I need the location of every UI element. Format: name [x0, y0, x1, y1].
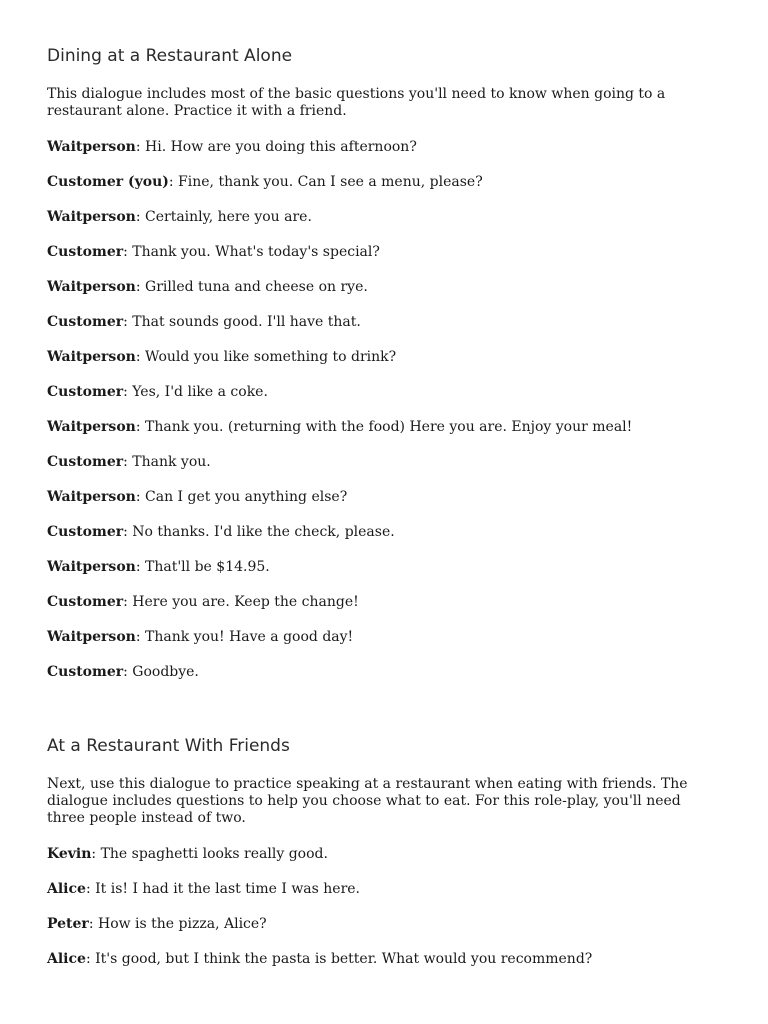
dialogue-line: [47, 209, 632, 244]
dialogue-line: [47, 454, 632, 489]
speaker-name: Waitperson: [47, 559, 136, 575]
dialogue-text: : The spaghetti looks really good.: [91, 846, 328, 862]
speaker-name: Peter: [47, 916, 89, 932]
dialogue-line: [47, 664, 632, 699]
speaker-name: Customer (you): [47, 174, 169, 190]
speaker-name: Waitperson: [47, 139, 136, 155]
dialogue-line: [47, 489, 632, 524]
dialogue-line: [47, 524, 632, 559]
speaker-name: Kevin: [47, 846, 92, 862]
intro-line: Next, use this dialogue to practice speaking at a restaurant when eating with friends. The: [47, 776, 688, 792]
dialogue-line: [47, 139, 632, 174]
dialogue-text: : That sounds good. I'll have that.: [123, 314, 361, 330]
speaker-name: Waitperson: [47, 209, 136, 225]
intro-line: dialogue includes questions to help you choose what to eat. For this role-play, you'll need: [47, 793, 681, 809]
dialogue-text: : It is! I had it the last time I was here.: [85, 881, 361, 897]
dialogue-text: : It's good, but I think the pasta is better. What would you recommend?: [85, 951, 593, 967]
dialogue-line: [47, 881, 592, 916]
section-title-with-friends: At a Restaurant With Friends: [47, 736, 290, 756]
speaker-name: Customer: [47, 594, 124, 610]
dialogue-text: : How is the pizza, Alice?: [88, 916, 267, 932]
dialogue-text: : Here you are. Keep the change!: [123, 594, 359, 610]
speaker-name: Customer: [47, 454, 124, 470]
dialogue-line: [47, 244, 632, 279]
speaker-name: Waitperson: [47, 279, 136, 295]
section-intro-dining-alone: [47, 86, 717, 120]
dialogue-dining-alone: [47, 139, 632, 699]
dialogue-text: : Can I get you anything else?: [135, 489, 348, 505]
dialogue-text: : That'll be $14.95.: [135, 559, 270, 575]
section-intro-with-friends: [47, 776, 717, 827]
speaker-name: Customer: [47, 384, 124, 400]
dialogue-line: [47, 846, 592, 881]
speaker-name: Customer: [47, 314, 124, 330]
speaker-name: Waitperson: [47, 629, 136, 645]
speaker-name: Customer: [47, 244, 124, 260]
dialogue-line: [47, 174, 632, 209]
dialogue-line: [47, 349, 632, 384]
intro-line: This dialogue includes most of the basic questions you'll need to know when going to a: [47, 86, 666, 102]
speaker-name: Customer: [47, 664, 124, 680]
dialogue-text: : No thanks. I'd like the check, please.: [123, 524, 395, 540]
dialogue-text: : Hi. How are you doing this afternoon?: [135, 139, 417, 155]
dialogue-text: : Would you like something to drink?: [135, 349, 397, 365]
speaker-name: Waitperson: [47, 349, 136, 365]
speaker-name: Waitperson: [47, 419, 136, 435]
dialogue-line: [47, 279, 632, 314]
dialogue-line: [47, 314, 632, 349]
dialogue-text: : Thank you. What's today's special?: [123, 244, 380, 260]
dialogue-text: : Certainly, here you are.: [135, 209, 312, 225]
dialogue-text: : Yes, I'd like a coke.: [123, 384, 268, 400]
intro-line: restaurant alone. Practice it with a friend.: [47, 103, 347, 119]
speaker-name: Alice: [47, 881, 86, 897]
dialogue-text: : Thank you. (returning with the food) Here you are. Enjoy your meal!: [135, 419, 633, 435]
dialogue-text: : Grilled tuna and cheese on rye.: [135, 279, 368, 295]
dialogue-text: : Fine, thank you. Can I see a menu, please?: [168, 174, 483, 190]
dialogue-line: [47, 916, 592, 951]
dialogue-line: [47, 559, 632, 594]
dialogue-line: [47, 629, 632, 664]
speaker-name: Alice: [47, 951, 86, 967]
dialogue-line: [47, 594, 632, 629]
dialogue-text: : Goodbye.: [123, 664, 199, 680]
dialogue-line: [47, 384, 632, 419]
speaker-name: Customer: [47, 524, 124, 540]
intro-line: three people instead of two.: [47, 810, 246, 826]
section-title-dining-alone: Dining at a Restaurant Alone: [47, 46, 293, 66]
dialogue-text: : Thank you! Have a good day!: [135, 629, 354, 645]
dialogue-line: [47, 951, 592, 986]
speaker-name: Waitperson: [47, 489, 136, 505]
dialogue-line: [47, 419, 632, 454]
dialogue-with-friends: [47, 846, 592, 986]
dialogue-text: : Thank you.: [123, 454, 211, 470]
